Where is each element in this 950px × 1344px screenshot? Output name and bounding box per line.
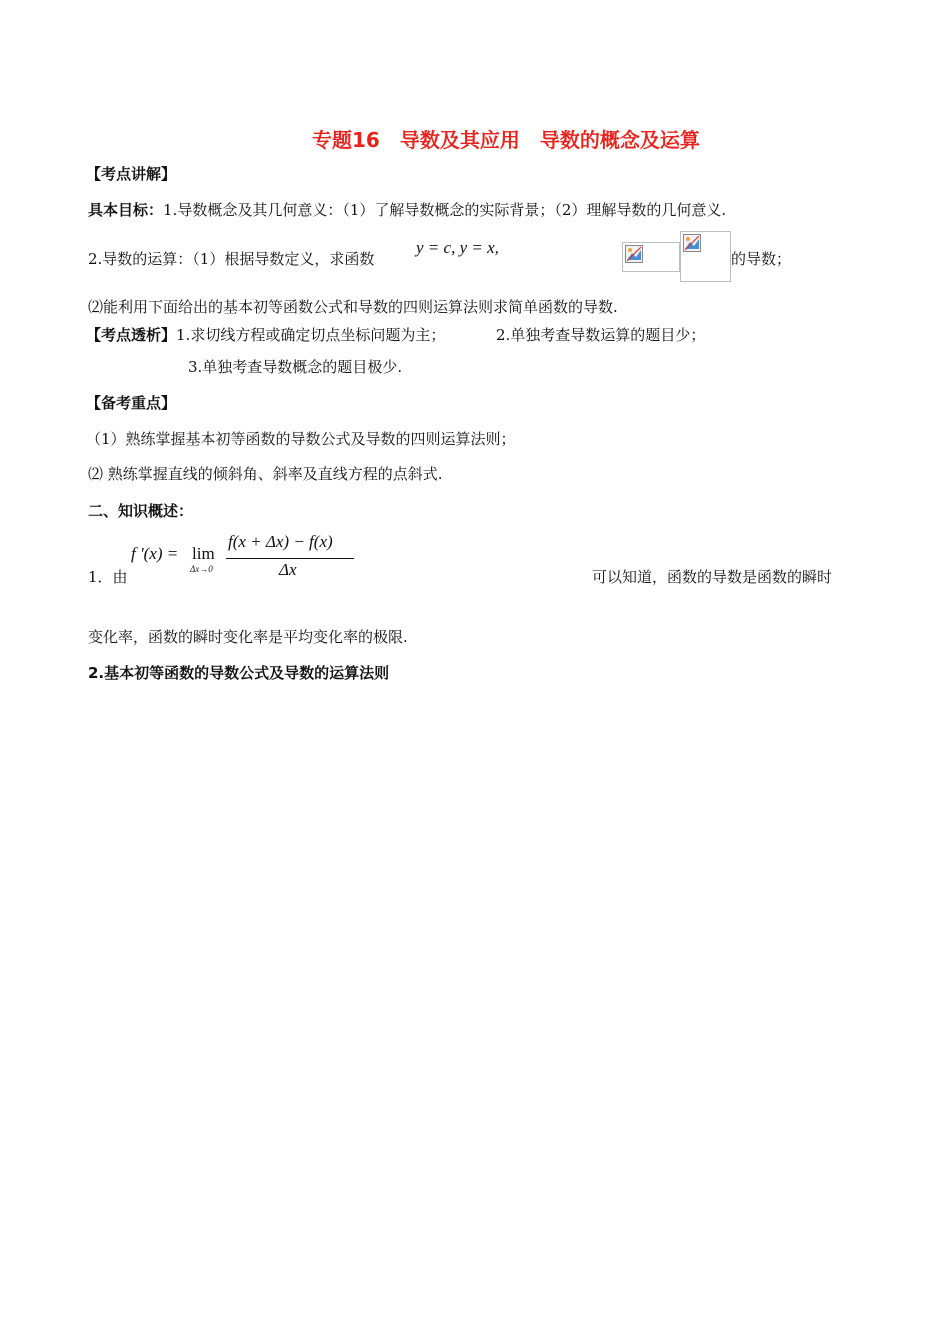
formula-lim: lim xyxy=(192,544,215,563)
line2-math: y = c, y = x, xyxy=(416,238,499,257)
goal-line xyxy=(88,199,726,220)
section-heading-beikao: 【备考重点】 xyxy=(86,394,177,412)
image-placeholder-2 xyxy=(680,231,731,282)
line2-suffix: 的导数； xyxy=(731,250,792,268)
beikao-item-1: （1）熟练掌握基本初等函数的导数公式及导数的四则运算法则； xyxy=(86,430,516,448)
goal-label: 具本目标： xyxy=(88,201,164,219)
toushi-line xyxy=(86,324,445,345)
knowledge-1-continuation: 变化率，函数的瞬时变化率是平均变化率的极限. xyxy=(88,628,408,646)
knowledge-1-label: 1．由 xyxy=(88,568,128,586)
goal-text: 1.导数概念及其几何意义：（1）了解导数概念的实际背景；（2）理解导数的几何意义. xyxy=(163,201,727,219)
section-heading-zhishi: 二、知识概述： xyxy=(88,502,194,520)
broken-image-icon xyxy=(683,234,701,252)
toushi-item-3: 3.单独考查导数概念的题目极少. xyxy=(188,358,403,376)
broken-image-icon xyxy=(625,245,643,263)
section-heading-kaodian: 【考点讲解】 xyxy=(86,165,177,183)
formula-lhs: f '(x) = xyxy=(131,544,179,563)
line2-prefix: 2.导数的运算：（1）根据导数定义，求函数 xyxy=(88,250,375,268)
image-placeholder-1 xyxy=(622,242,680,272)
formula-numerator: f(x + Δx) − f(x) xyxy=(228,532,333,551)
formula-denominator: Δx xyxy=(279,560,297,579)
knowledge-2-heading: 2.基本初等函数的导数公式及导数的运算法则 xyxy=(88,664,390,682)
beikao-item-2: ⑵ 熟练掌握直线的倾斜角、斜率及直线方程的点斜式. xyxy=(88,465,443,483)
formula-lim-sub: Δx→0 xyxy=(190,564,213,574)
line3: ⑵能利用下面给出的基本初等函数公式和导数的四则运算法则求简单函数的导数. xyxy=(88,298,618,316)
toushi-item-1: 1.求切线方程或确定切点坐标问题为主； xyxy=(176,326,446,344)
toushi-label: 【考点透析】 xyxy=(86,326,177,344)
page-title: 专题16 导数及其应用 导数的概念及运算 xyxy=(312,128,700,152)
knowledge-1-right: 可以知道，函数的导数是函数的瞬时 xyxy=(592,568,833,586)
toushi-item-2: 2.单独考查导数运算的题目少； xyxy=(496,326,706,344)
fraction-bar xyxy=(226,558,354,559)
